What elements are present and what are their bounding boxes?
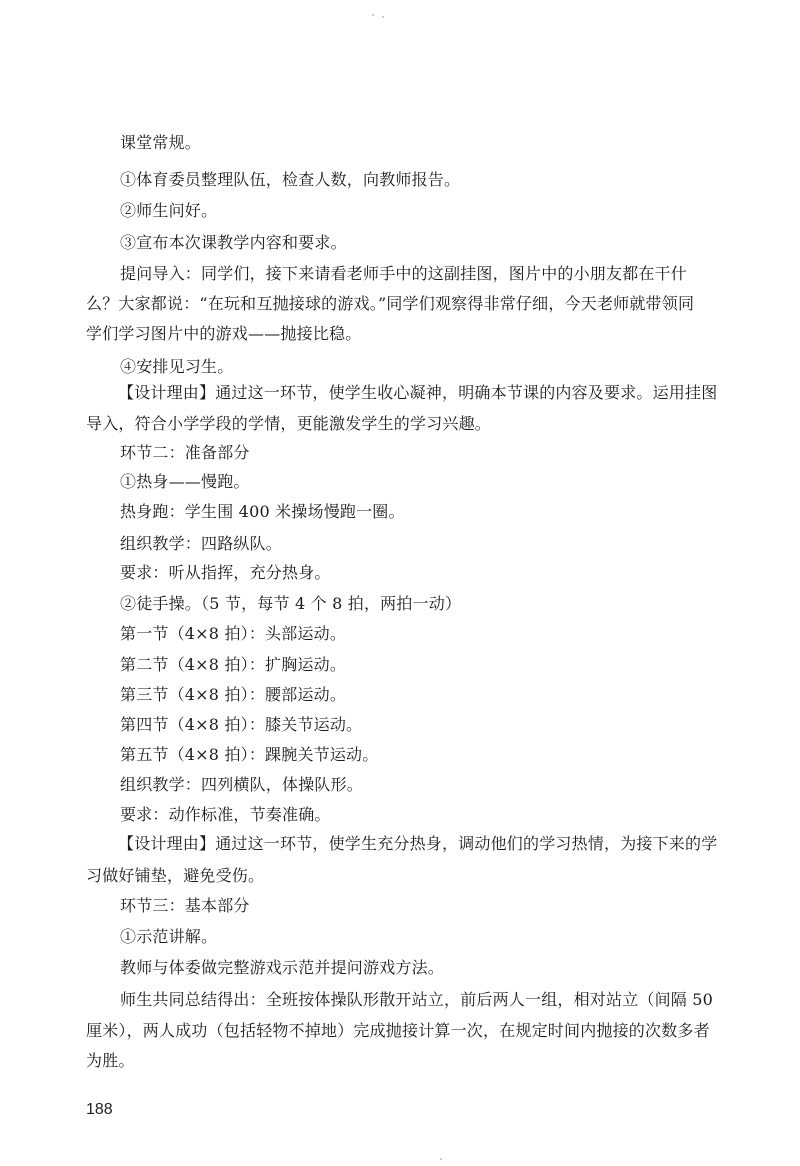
scan-speck <box>382 16 384 18</box>
section-heading: 环节二：准备部分 <box>120 443 250 462</box>
text-line: 厘米），两人成功（包括轻物不掉地）完成抛接计算一次，在规定时间内抛接的次数多者 <box>86 1021 710 1040</box>
text-line: ②徒手操。（5 节，每节 4 个 8 拍，两拍一动） <box>120 594 462 613</box>
text-line: 要求：动作标准，节奏准确。 <box>120 805 331 824</box>
text-line: ④安排见习生。 <box>120 357 234 376</box>
text-line: 第四节（4×8 拍）：膝关节运动。 <box>120 715 363 734</box>
text-line: ①示范讲解。 <box>120 927 218 946</box>
section-heading: 环节三：基本部分 <box>120 896 250 915</box>
text-line: 【设计理由】通过这一环节，使学生充分热身，调动他们的学习热情，为接下来的学 <box>118 834 718 853</box>
text-line: 为胜。 <box>86 1051 135 1070</box>
text-line: 么？大家都说：“在玩和互抛接球的游戏。”同学们观察得非常仔细，今天老师就带领同 <box>86 294 695 313</box>
text-line: 提问导入：同学们，接下来请看老师手中的这副挂图，图片中的小朋友都在干什 <box>120 264 688 283</box>
text-line: 热身跑：学生围 400 米操场慢跑一圈。 <box>120 502 405 521</box>
text-line: ③宣布本次课教学内容和要求。 <box>120 233 347 252</box>
text-line: ①热身——慢跑。 <box>120 472 250 491</box>
text-line: 课堂常规。 <box>120 133 202 152</box>
text-line: 【设计理由】通过这一环节，使学生收心凝神，明确本节课的内容及要求。运用挂图 <box>118 383 718 402</box>
text-line: 学们学习图片中的游戏——抛接比稳。 <box>86 324 362 343</box>
text-line: ①体育委员整理队伍，检查人数，向教师报告。 <box>120 170 461 189</box>
text-line: 教师与体委做完整游戏示范并提问游戏方法。 <box>120 958 445 977</box>
text-line: 师生共同总结得出：全班按体操队形散开站立，前后两人一组，相对站立（间隔 50 <box>120 990 714 1009</box>
text-line: 第五节（4×8 拍）：踝腕关节运动。 <box>120 745 379 764</box>
page-number: 188 <box>86 1101 113 1118</box>
scan-speck <box>372 14 374 16</box>
scan-speck <box>440 1158 442 1160</box>
text-line: 第二节（4×8 拍）：扩胸运动。 <box>120 655 347 674</box>
text-line: 第三节（4×8 拍）：腰部运动。 <box>120 685 347 704</box>
text-line: 要求：听从指挥，充分热身。 <box>120 563 331 582</box>
text-line: ②师生问好。 <box>120 201 218 220</box>
text-line: 第一节（4×8 拍）：头部运动。 <box>120 624 347 643</box>
text-line: 组织教学：四列横队，体操队形。 <box>120 775 364 794</box>
text-line: 组织教学：四路纵队。 <box>120 534 283 553</box>
text-line: 习做好铺垫，避免受伤。 <box>86 866 265 885</box>
text-line: 导入，符合小学学段的学情，更能激发学生的学习兴趣。 <box>86 414 492 433</box>
